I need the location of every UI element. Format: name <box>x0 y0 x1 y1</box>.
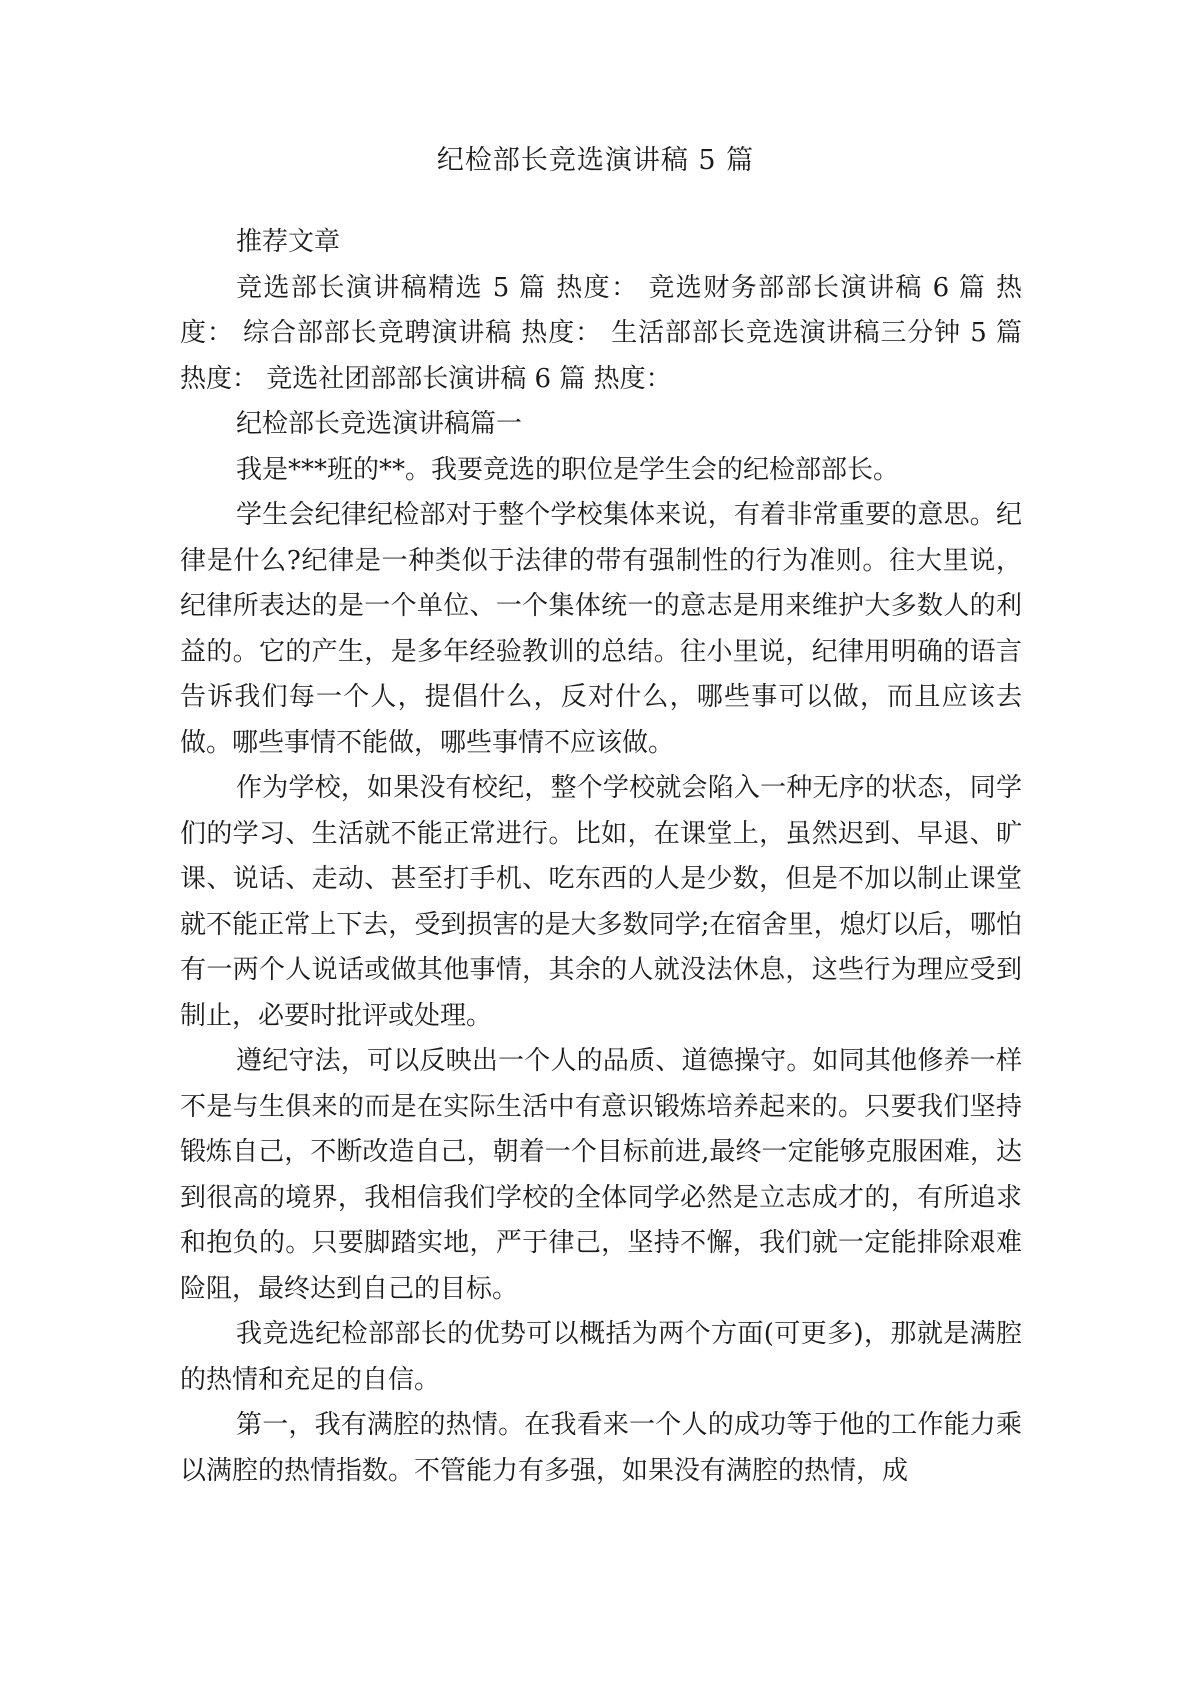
document-title: 纪检部长竞选演讲稿 5 篇 <box>436 145 755 176</box>
paragraph-introduction: 我是***班的**。我要竞选的职位是学生会的纪检部部长。 <box>236 454 900 485</box>
paragraph-section-heading: 纪检部长竞选演讲稿篇一 <box>236 409 523 439</box>
paragraph: 第一，我有满腔的热情。在我看来一个人的成功等于他的工作能力乘以满腔的热情指数。不管能力有多强，如果没有满腔的热情，成 <box>180 1410 1022 1486</box>
paragraph: 我竞选纪检部部长的优势可以概括为两个方面(可更多)，那就是满腔的热情和充足的自信。 <box>180 1319 1022 1395</box>
paragraph: 遵纪守法，可以反映出一个人的品质、道德操守。如同其他修养一样不是与生俱来的而是在实际生活中有意识锻炼培养起来的。只要我们坚持锻炼自己，不断改造自己，朝着一个目标前进,最终一定能够克服困难，达到很高的境界，我相信我们学校的全体同学必然是立志成才的，有所追求和抱负的。只要脚踏实地，严于律己，坚持不懈，我们就一定能排除艰难险阻，最终达到自己的目标。 <box>180 1046 1022 1304</box>
paragraph-recommended-heading: 推荐文章 <box>236 227 341 257</box>
document-body <box>180 220 1022 1494</box>
paragraph-recommended-list: 竞选部长演讲稿精选 5 篇 热度： 竞选财务部部长演讲稿 6 篇 热度： 综合部部长竞聘演讲稿 热度： 生活部部长竞选演讲稿三分钟 5 篇 热度： 竞选社团部部长演讲稿 6 篇 热度： <box>180 272 1022 394</box>
paragraph: 学生会纪律纪检部对于整个学校集体来说，有着非常重要的意思。纪律是什么?纪律是一种类似于法律的带有强制性的行为准则。往大里说，纪律所表达的是一个单位、一个集体统一的意志是用来维护大多数人的利益的。它的产生，是多年经验教训的总结。往小里说，纪律用明确的语言告诉我们每一个人，提倡什么，反对什么，哪些事可以做，而且应该去做。哪些事情不能做，哪些事情不应该做。 <box>180 500 1022 758</box>
paragraph: 作为学校，如果没有校纪，整个学校就会陷入一种无序的状态，同学们的学习、生活就不能正常进行。比如，在课堂上，虽然迟到、早退、旷课、说话、走动、甚至打手机、吃东西的人是少数，但是不加以制止课堂就不能正常上下去，受到损害的是大多数同学;在宿舍里，熄灯以后，哪怕有一两个人说话或做其他事情，其余的人就没法休息，这些行为理应受到制止，必要时批评或处理。 <box>180 773 1022 1031</box>
